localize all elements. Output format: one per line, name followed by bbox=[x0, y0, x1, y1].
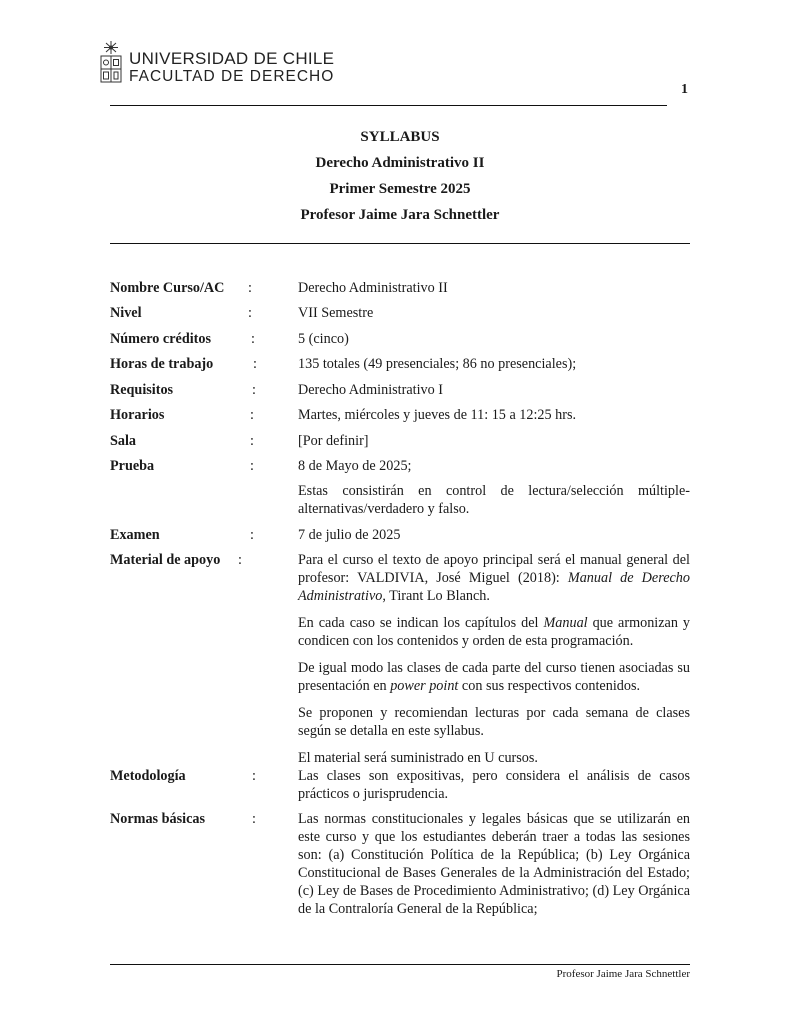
manual-title: Manual de Derecho Administrativo bbox=[298, 570, 690, 604]
field-label: Nivel bbox=[110, 305, 142, 321]
field-colon: : bbox=[252, 811, 256, 827]
material-paragraph-5: El material será suministrado en U cursos. bbox=[298, 750, 538, 766]
field-colon: : bbox=[250, 433, 254, 449]
field-value: 8 de Mayo de 2025; bbox=[298, 458, 412, 474]
field-value: VII Semestre bbox=[298, 305, 374, 321]
logo-faculty-name: FACULTAD DE DERECHO bbox=[129, 68, 335, 85]
course-title: Derecho Administrativo II bbox=[315, 155, 485, 171]
field-colon: : bbox=[252, 382, 256, 398]
footer-rule bbox=[110, 964, 690, 965]
field-value: [Por definir] bbox=[298, 433, 369, 449]
material-paragraph-2: En cada caso se indican los capítulos del Manual que armonizan y condicen con los contenidos y orden de esta programación. bbox=[298, 615, 690, 649]
field-colon: : bbox=[251, 331, 255, 347]
field-colon: : bbox=[238, 552, 242, 568]
university-crest-icon bbox=[98, 40, 124, 84]
syllabus-title-block bbox=[110, 124, 690, 228]
field-value: 7 de julio de 2025 bbox=[298, 527, 401, 543]
prueba-description: Estas consistirán en control de lectura/selección múltiple-alternativas/verdadero y falso. bbox=[298, 483, 690, 517]
field-value: Las clases son expositivas, pero considera el análisis de casos prácticos o jurisprudencia. bbox=[298, 768, 690, 802]
field-colon: : bbox=[252, 768, 256, 784]
field-value: Martes, miércoles y jueves de 11: 15 a 12:25 hrs. bbox=[298, 407, 577, 423]
material-paragraph-1: Para el curso el texto de apoyo principal será el manual general del profesor: VALDIVIA, José Miguel (2018): Manual de Derecho Administrativo, Tirant Lo Blanch. bbox=[298, 552, 690, 604]
field-label: Horas de trabajo bbox=[110, 356, 214, 372]
manual-italic: Manual bbox=[543, 615, 588, 631]
header-rule bbox=[110, 105, 667, 106]
field-value: Derecho Administrativo I bbox=[298, 382, 443, 398]
power-point-italic: power point bbox=[390, 678, 459, 694]
page-number: 1 bbox=[681, 82, 688, 97]
material-paragraph-4: Se proponen y recomiendan lecturas por cada semana de clases según se detalla en este syllabus. bbox=[298, 705, 690, 739]
field-colon: : bbox=[250, 527, 254, 543]
document-title: SYLLABUS bbox=[360, 129, 440, 145]
field-label: Número créditos bbox=[110, 331, 211, 347]
field-value: Derecho Administrativo II bbox=[298, 280, 448, 296]
field-label: Sala bbox=[110, 433, 137, 449]
field-label: Normas básicas bbox=[110, 811, 205, 827]
professor-title: Profesor Jaime Jara Schnettler bbox=[300, 207, 500, 223]
field-colon: : bbox=[248, 305, 252, 321]
field-colon: : bbox=[250, 458, 254, 474]
university-logo bbox=[98, 38, 335, 88]
field-value: 135 totales (49 presenciales; 86 no presenciales); bbox=[298, 356, 577, 372]
material-paragraph-3: De igual modo las clases de cada parte del curso tienen asociadas su presentación en power point con sus respectivos contenidos. bbox=[298, 660, 690, 694]
footer-professor: Profesor Jaime Jara Schnettler bbox=[556, 968, 690, 980]
field-value: Las normas constitucionales y legales básicas que se utilizarán en este curso y que los estudiantes deberán traer a todas las sesiones son: (a) Constitución Política de la República; (b) Ley Orgánica Constitucional de Bases Generales de la Administración del Estado; (c) Ley de Bases de Procedimiento Administrativo; (d) Ley Orgánica de la Contraloría General de la República; bbox=[298, 811, 690, 917]
field-value bbox=[298, 551, 690, 767]
field-label: Metodología bbox=[110, 768, 186, 784]
field-label: Requisitos bbox=[110, 382, 174, 398]
field-label: Nombre Curso/AC bbox=[110, 280, 225, 296]
field-colon: : bbox=[248, 280, 252, 296]
field-label: Horarios bbox=[110, 407, 165, 423]
logo-university-name: UNIVERSIDAD DE CHILE bbox=[129, 49, 335, 68]
field-value: 5 (cinco) bbox=[298, 331, 349, 347]
title-rule bbox=[110, 243, 690, 244]
semester-title: Primer Semestre 2025 bbox=[329, 181, 471, 197]
field-colon: : bbox=[253, 356, 257, 372]
field-label: Examen bbox=[110, 527, 160, 543]
field-label: Material de apoyo bbox=[110, 552, 221, 568]
field-colon: : bbox=[250, 407, 254, 423]
field-label: Prueba bbox=[110, 458, 155, 474]
